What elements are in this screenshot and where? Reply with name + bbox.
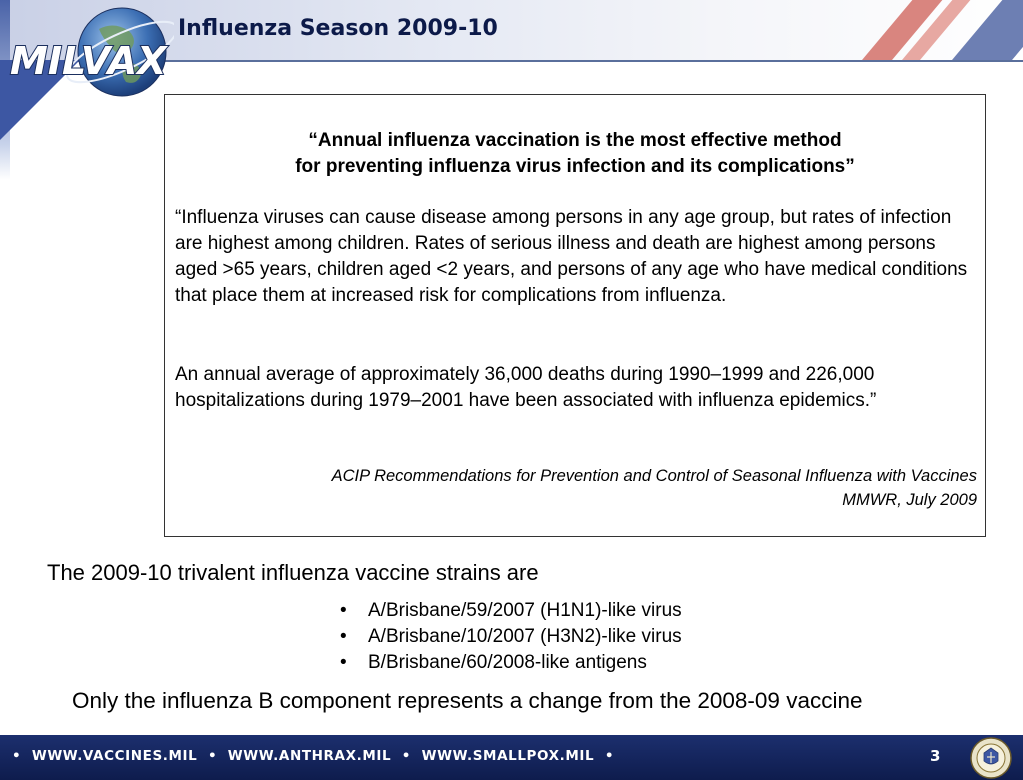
svg-text:MILVAX: MILVAX <box>10 39 167 83</box>
quote-heading <box>165 128 985 180</box>
strain-text: A/Brisbane/59/2007 (H1N1)-like virus <box>368 600 682 621</box>
list-item <box>340 598 682 624</box>
quote-heading-line2: for preventing influenza virus infection and its complications” <box>295 156 855 177</box>
footer-bar <box>0 735 1023 780</box>
strain-list <box>340 598 682 676</box>
list-item <box>340 624 682 650</box>
citation-line1: ACIP Recommendations for Prevention and Control of Seasonal Influenza with Vaccines <box>331 467 977 485</box>
quote-box <box>164 94 986 537</box>
citation-line2: MMWR, July 2009 <box>842 491 977 509</box>
change-note: Only the influenza B component represents a change from the 2008-09 vaccine <box>72 688 863 713</box>
strain-text: A/Brisbane/10/2007 (H3N2)-like virus <box>368 626 682 647</box>
quote-paragraph-1: “Influenza viruses can cause disease among persons in any age group, but rates of infection are highest among children. Rates of serious illness and death are highest among persons aged >65 years, children aged <2 years, and persons of any age who have medical conditions that place them at increased risk for complications from influenza. <box>175 207 968 306</box>
strain-text: B/Brisbane/60/2008-like antigens <box>368 652 647 673</box>
strains-heading: The 2009-10 trivalent influenza vaccine strains are <box>47 560 539 585</box>
page-title: Influenza Season 2009-10 <box>178 16 498 41</box>
citation <box>332 464 977 512</box>
dod-seal-icon <box>970 737 1012 779</box>
decorative-stripes <box>823 0 1023 60</box>
quote-paragraph-2: An annual average of approximately 36,000 deaths during 1990–1999 and 226,000 hospitalizations during 1979–2001 have been associated with influenza epidemics.” <box>175 364 877 411</box>
milvax-globe-logo <box>4 4 174 108</box>
footer-links[interactable]: • WWW.VACCINES.MIL • WWW.ANTHRAX.MIL • WWW.SMALLPOX.MIL • <box>12 748 615 764</box>
bullet: • <box>340 600 347 621</box>
bullet: • <box>340 652 347 673</box>
bullet: • <box>340 626 347 647</box>
page-number: 3 <box>930 747 941 765</box>
quote-heading-line1: “Annual influenza vaccination is the most effective method <box>308 130 842 151</box>
list-item <box>340 650 682 676</box>
